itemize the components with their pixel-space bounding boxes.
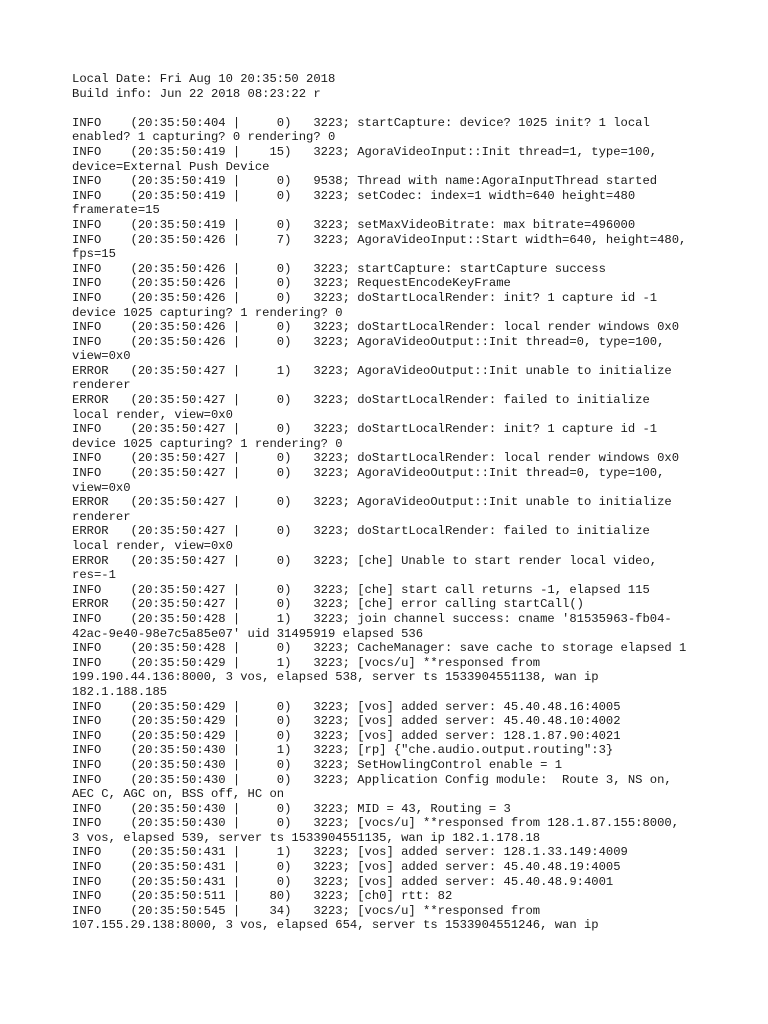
log-line: INFO (20:35:50:430 | 0) 3223; SetHowlingControl enable = 1	[72, 757, 563, 772]
log-line: 42ac-9e40-98e7c5a85e07' uid 31495919 elapsed 536	[72, 626, 424, 641]
log-line: INFO (20:35:50:429 | 0) 3223; [vos] added server: 45.40.48.16:4005	[72, 699, 621, 714]
log-line: res=-1	[72, 568, 116, 583]
log-line: INFO (20:35:50:419 | 0) 3223; setCodec: index=1 width=640 height=480	[72, 188, 636, 203]
log-line: AEC C, AGC on, BSS off, HC on	[72, 787, 285, 802]
log-line: INFO (20:35:50:419 | 15) 3223; AgoraVideoInput::Init thread=1, type=100,	[72, 144, 658, 159]
log-line: INFO (20:35:50:429 | 0) 3223; [vos] added server: 128.1.87.90:4021	[72, 728, 621, 743]
log-line: ERROR (20:35:50:427 | 0) 3223; doStartLocalRender: failed to initialize	[72, 393, 650, 408]
log-text	[72, 72, 712, 933]
log-line: 107.155.29.138:8000, 3 vos, elapsed 654, server ts 1533904551246, wan ip	[72, 918, 599, 933]
log-line: INFO (20:35:50:431 | 0) 3223; [vos] added server: 45.40.48.9:4001	[72, 874, 614, 889]
log-line: INFO (20:35:50:426 | 7) 3223; AgoraVideoInput::Start width=640, height=480,	[72, 232, 687, 247]
log-line: local render, view=0x0	[72, 539, 233, 553]
log-line: INFO (20:35:50:426 | 0) 3223; doStartLocalRender: local render windows 0x0	[72, 320, 680, 335]
log-line: INFO (20:35:50:431 | 1) 3223; [vos] added server: 128.1.33.149:4009	[72, 845, 628, 860]
log-line: device 1025 capturing? 1 rendering? 0	[72, 305, 343, 320]
log-line: 3 vos, elapsed 539, server ts 1533904551135, wan ip 182.1.178.18	[72, 830, 541, 845]
log-line: INFO (20:35:50:429 | 1) 3223; [vocs/u] **responsed from	[72, 655, 541, 670]
log-line: INFO (20:35:50:430 | 0) 3223; MID = 43, Routing = 3	[72, 801, 511, 816]
log-line: INFO (20:35:50:430 | 0) 3223; [vocs/u] **responsed from 128.1.87.155:8000,	[72, 816, 680, 831]
log-line	[72, 101, 712, 116]
log-line: INFO (20:35:50:428 | 0) 3223; CacheManager: save cache to storage elapsed 1	[72, 641, 687, 656]
log-line: 199.190.44.136:8000, 3 vos, elapsed 538, server ts 1533904551138, wan ip	[72, 670, 599, 685]
log-line: view=0x0	[72, 480, 131, 495]
log-line: INFO (20:35:50:430 | 1) 3223; [rp] {"che.audio.output.routing":3}	[72, 743, 614, 758]
log-line: fps=15	[72, 247, 116, 262]
log-line: 182.1.188.185	[72, 684, 168, 699]
log-line: INFO (20:35:50:428 | 1) 3223; join channel success: cname '81535963-fb04-	[72, 611, 672, 626]
log-line: INFO (20:35:50:419 | 0) 3223; setMaxVideoBitrate: max bitrate=496000	[72, 217, 636, 232]
log-line: INFO (20:35:50:419 | 0) 9538; Thread with name:AgoraInputThread started	[72, 174, 658, 189]
log-line: enabled? 1 capturing? 0 rendering? 0	[72, 130, 336, 145]
log-line: INFO (20:35:50:427 | 0) 3223; doStartLocalRender: init? 1 capture id -1	[72, 422, 658, 437]
log-line: ERROR (20:35:50:427 | 0) 3223; doStartLocalRender: failed to initialize	[72, 524, 650, 539]
log-line: INFO (20:35:50:427 | 0) 3223; AgoraVideoOutput::Init thread=0, type=100,	[72, 466, 665, 481]
log-line: framerate=15	[72, 203, 160, 218]
log-line: device=External Push Device	[72, 159, 270, 174]
log-line: INFO (20:35:50:426 | 0) 3223; AgoraVideoOutput::Init thread=0, type=100,	[72, 334, 665, 349]
log-line: renderer	[72, 509, 131, 524]
log-line: INFO (20:35:50:511 | 80) 3223; [ch0] rtt: 82	[72, 889, 453, 904]
log-line: INFO (20:35:50:430 | 0) 3223; Application Config module: Route 3, NS on,	[72, 772, 672, 787]
log-line: device 1025 capturing? 1 rendering? 0	[72, 436, 343, 451]
log-line: INFO (20:35:50:404 | 0) 3223; startCapture: device? 1025 init? 1 local	[72, 115, 650, 130]
log-line: local render, view=0x0	[72, 407, 233, 422]
log-line: INFO (20:35:50:426 | 0) 3223; doStartLocalRender: init? 1 capture id -1	[72, 290, 658, 305]
log-line: Build info: Jun 22 2018 08:23:22 r	[72, 86, 321, 101]
log-line: INFO (20:35:50:431 | 0) 3223; [vos] added server: 45.40.48.19:4005	[72, 860, 621, 875]
log-line: ERROR (20:35:50:427 | 0) 3223; [che] Unable to start render local video,	[72, 553, 658, 568]
log-line: ERROR (20:35:50:427 | 1) 3223; AgoraVideoOutput::Init unable to initialize	[72, 363, 672, 378]
log-line: view=0x0	[72, 349, 131, 364]
log-line: INFO (20:35:50:427 | 0) 3223; [che] start call returns -1, elapsed 115	[72, 582, 650, 597]
log-line: INFO (20:35:50:427 | 0) 3223; doStartLocalRender: local render windows 0x0	[72, 451, 680, 466]
log-line: Local Date: Fri Aug 10 20:35:50 2018	[72, 72, 336, 86]
log-line: INFO (20:35:50:426 | 0) 3223; RequestEncodeKeyFrame	[72, 276, 511, 291]
log-line: INFO (20:35:50:426 | 0) 3223; startCapture: startCapture success	[72, 261, 606, 276]
log-line: ERROR (20:35:50:427 | 0) 3223; AgoraVideoOutput::Init unable to initialize	[72, 495, 672, 510]
log-line: renderer	[72, 378, 131, 393]
log-line: INFO (20:35:50:545 | 34) 3223; [vocs/u] **responsed from	[72, 903, 541, 918]
log-line: ERROR (20:35:50:427 | 0) 3223; [che] error calling startCall()	[72, 597, 584, 612]
log-line: INFO (20:35:50:429 | 0) 3223; [vos] added server: 45.40.48.10:4002	[72, 714, 621, 729]
